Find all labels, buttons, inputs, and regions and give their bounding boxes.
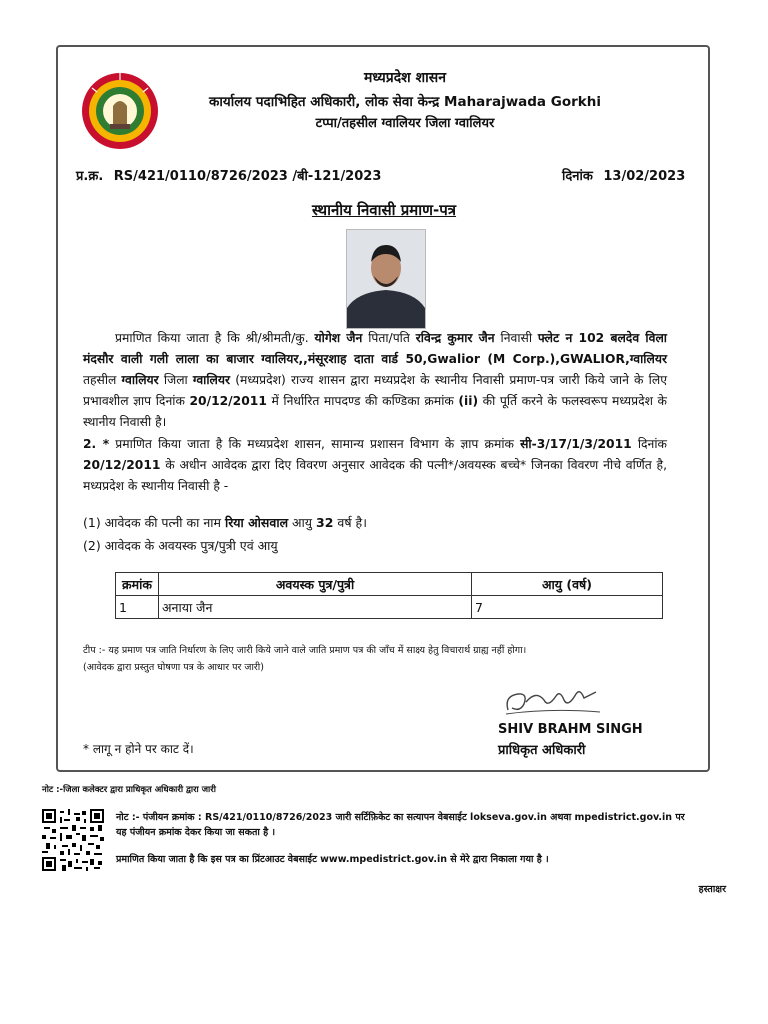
- memo-date-2: 20/12/2011: [83, 458, 161, 472]
- para1-text-7: में निर्धारित मापदण्ड की कण्डिका क्रमांक: [266, 394, 459, 408]
- table-cell-serial: 1: [116, 596, 159, 619]
- children-table: [115, 572, 663, 619]
- certificate-title: स्थानीय निवासी प्रमाण-पत्र: [311, 201, 457, 219]
- clause-number: (ii): [458, 394, 479, 408]
- ref-label: प्र.क्र.: [76, 169, 104, 184]
- signature-icon: [500, 682, 610, 722]
- para1-text-4: तहसील: [83, 373, 122, 387]
- table-header-serial: क्रमांक: [116, 573, 159, 596]
- memo-date-1: 20/12/2011: [189, 394, 267, 408]
- basis-note: (आवेदक द्वारा प्रस्तुत घोषणा पत्र के आधार पर जारी): [83, 662, 264, 673]
- para1-text-8: की पूर्ति करने के फलस्वरूप मध्यप्रदेश के स्थानीय निवासी है।: [83, 394, 667, 429]
- para2-number: 2. *: [83, 437, 110, 451]
- signatory-designation: प्राधिकृत अधिकारी: [498, 743, 586, 758]
- applicant-name: योगेश जैन: [314, 331, 363, 345]
- footer-note-verify: [116, 810, 726, 840]
- signatory-name: SHIV BRAHM SINGH: [498, 722, 643, 737]
- footer-note-issued: नोट :-जिला कलेक्टर द्वारा प्राधिकृत अधिकारी द्वारा जारी: [42, 785, 216, 795]
- strike-note: * लागू न होने पर काट दें।: [83, 742, 194, 756]
- signature-label: हस्ताक्षर: [698, 884, 726, 895]
- para2-text-1: प्रमाणित किया जाता है कि मध्यप्रदेश शासन, सामान्य प्रशासन विभाग के ज्ञाप क्रमांक: [109, 437, 521, 451]
- issue-date: 13/02/2023: [603, 169, 686, 184]
- table-row: [116, 596, 663, 619]
- para2-text-3: के अधीन आवेदक द्वारा दिए विवरण अनुसार आवेदक की पत्नी*/अवयस्क बच्चे* जिनका विवरण नीचे वर्णित है, मध्यप्रदेश के स्थानीय निवासी है -: [83, 458, 667, 493]
- applicant-photo: [346, 229, 426, 329]
- para2-text-2: दिनांक: [631, 437, 667, 451]
- para1-text-3: निवासी: [494, 331, 538, 345]
- footer-verify-line-2: यह पंजीयन क्रमांक देकर किया जा सकता है ।: [116, 827, 276, 838]
- footer-note-printout: प्रमाणित किया जाता है कि इस पत्र का प्रिंटआउट वेबसाईट www.mpedistrict.gov.in से मेरे द्वारा निकाला गया है ।: [116, 854, 549, 865]
- table-cell-age: 7: [472, 596, 663, 619]
- memo-number: सी-3/17/1/3/2011: [520, 437, 632, 451]
- table-cell-child: अनाया जैन: [159, 596, 472, 619]
- spouse-text-2: आयु: [288, 515, 317, 530]
- para1-text-6: (मध्यप्रदेश) राज्य शासन द्वारा मध्यप्रदेश के स्थानीय निवासी प्रमाण-पत्र जारी किये जाने के लिए प्रभावशील ज्ञाप दिनांक: [83, 373, 667, 408]
- spouse-name: रिया ओसवाल: [224, 515, 289, 530]
- ref-number-line: [76, 166, 381, 184]
- header-office: कार्यालय पदाभिहित अधिकारी, लोक सेवा केन्द्र Maharajwada Gorkhi: [209, 94, 601, 110]
- tip-note: टीप :- यह प्रमाण पत्र जाति निर्धारण के लिए जारी किये जाने वाले जाति प्रमाण पत्र की जाँच में साक्ष्य हेतु विचारार्थ ग्राह्य नहीं होगा।: [83, 645, 527, 656]
- father-name: रविन्द्र कुमार जैन: [415, 331, 495, 345]
- mp-govt-emblem-icon: [80, 68, 160, 154]
- applicant-tehsil: ग्वालियर: [121, 373, 159, 387]
- table-header-child: अवयस्क पुत्र/पुत्री: [159, 573, 472, 596]
- children-line: (2) आवेदक के अवयस्क पुत्र/पुत्री एवं आयु: [83, 538, 278, 553]
- spouse-text-3: वर्ष है।: [333, 515, 367, 530]
- applicant-address: फ्लेट न 102 बलदेव विला मंदसौर वाली गली लाला का बाजार ग्वालियर,,मंसूरशाह दाता वार्ड 50,Gwalior (M Corp.),GWALIOR,ग्वालियर: [83, 331, 667, 366]
- spouse-text-1: (1) आवेदक की पत्नी का नाम: [83, 515, 225, 530]
- para1-text-1: प्रमाणित किया जाता है कि श्री/श्रीमती/कु.: [115, 331, 315, 345]
- footer-verify-line-1: नोट :- पंजीयन क्रमांक : RS/421/0110/8726/2023 जारी सर्टिफ़िकेट का सत्यापन वेबसाईट lokseva.gov.in अथवा mpedistrict.gov.in पर: [116, 812, 685, 823]
- header-tehsil: टप्पा/तहसील ग्वालियर जिला ग्वालियर: [315, 116, 495, 131]
- table-header-age: आयु (वर्ष): [472, 573, 663, 596]
- certification-paragraph-1: [83, 328, 667, 433]
- applicant-district: ग्वालियर: [192, 373, 231, 387]
- date-label: दिनांक: [562, 169, 593, 184]
- spouse-line: [83, 514, 367, 531]
- spouse-age: 32: [316, 515, 334, 530]
- table-header-row: [116, 573, 663, 596]
- certification-paragraph-2: [83, 434, 667, 497]
- para1-text-2: पिता/पति: [362, 331, 416, 345]
- ref-date-line: [562, 166, 685, 184]
- para1-text-5: जिला: [158, 373, 193, 387]
- qr-code-icon: [42, 809, 104, 871]
- ref-number: RS/421/0110/8726/2023 /बी-121/2023: [113, 169, 382, 184]
- header-govt: मध्यप्रदेश शासन: [364, 70, 446, 86]
